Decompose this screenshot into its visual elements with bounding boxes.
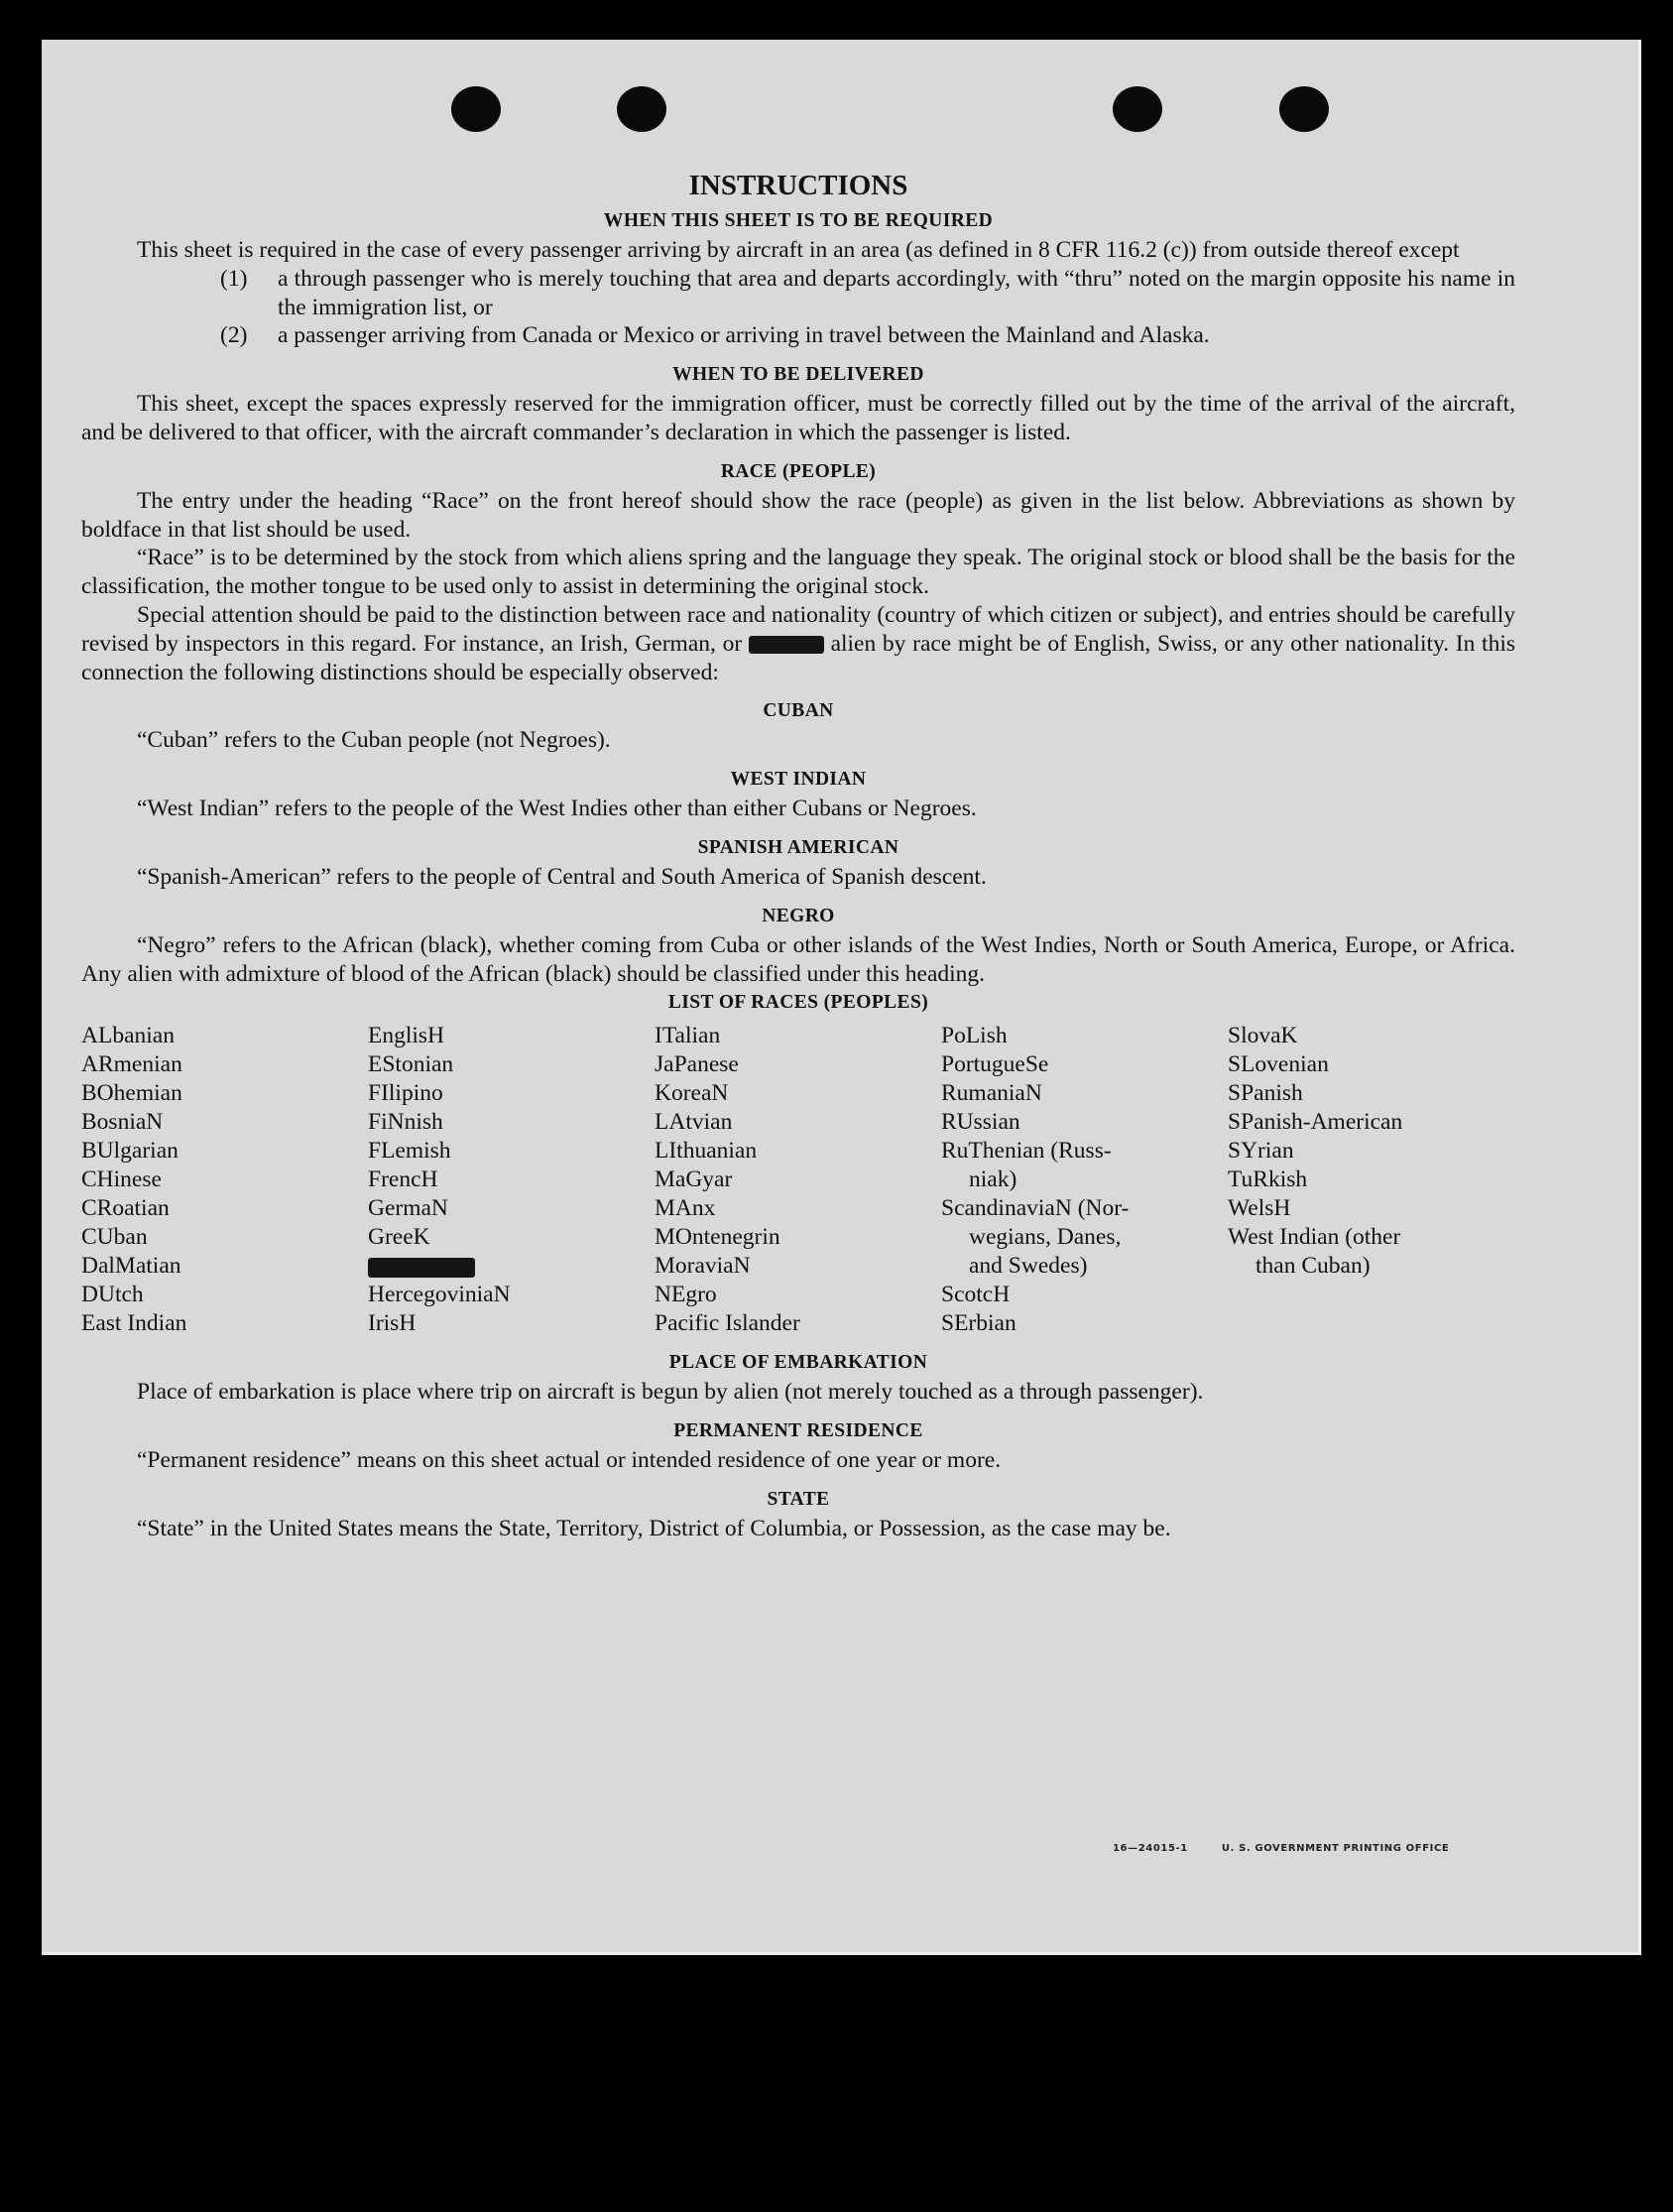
race-entry	[81, 1223, 368, 1252]
race-entry	[81, 1252, 368, 1281]
punch-hole	[1279, 86, 1329, 132]
race-entry	[655, 1022, 941, 1050]
race-name: KoreaN	[655, 1080, 729, 1107]
race-entry	[368, 1252, 655, 1281]
race-name: PoLish	[941, 1023, 1008, 1049]
item-number: (2)	[220, 322, 248, 349]
race-entry	[655, 1252, 941, 1281]
race-name: East Indian	[81, 1310, 187, 1337]
race-name: LIthuanian	[655, 1138, 758, 1165]
paragraph-embarkation: Place of embarkation is place where trip on aircraft is begun by alien (not merely touched as a through passenger).	[137, 1379, 1204, 1406]
race-name: ScandinaviaN (Nor-	[941, 1195, 1130, 1222]
race-entry	[81, 1194, 368, 1223]
race-name: SPanish	[1228, 1080, 1303, 1107]
heading-race: RACE (PEOPLE)	[720, 460, 877, 482]
race-entry	[81, 1108, 368, 1137]
race-name: RUssian	[941, 1109, 1020, 1136]
race-entry	[368, 1223, 655, 1252]
race-name: CRoatian	[81, 1195, 170, 1222]
race-entry	[655, 1223, 941, 1252]
heading-list-of-races: LIST OF RACES (PEOPLES)	[667, 992, 929, 1014]
race-entry	[81, 1166, 368, 1194]
paragraph-permanent-residence: “Permanent residence” means on this sheet actual or intended residence of one year or more.	[137, 1447, 1002, 1474]
race-entry	[368, 1079, 655, 1108]
race-name: WelsH	[1228, 1195, 1291, 1222]
races-column	[1228, 1022, 1514, 1338]
race-name: HercegoviniaN	[368, 1282, 511, 1308]
race-name: MaGyar	[655, 1167, 733, 1193]
race-entry	[655, 1166, 941, 1194]
race-name: DUtch	[81, 1282, 144, 1308]
race-name: FrencH	[368, 1167, 438, 1193]
race-entry	[655, 1108, 941, 1137]
race-name: and Swedes)	[969, 1253, 1088, 1280]
heading-when-delivered: WHEN TO BE DELIVERED	[672, 364, 924, 386]
race-name: FiNnish	[368, 1109, 443, 1136]
race-entry	[655, 1194, 941, 1223]
heading-state: STATE	[767, 1488, 830, 1510]
race-entry	[1228, 1166, 1514, 1194]
race-name: SLovenian	[1228, 1051, 1329, 1078]
race-name: West Indian (other	[1228, 1224, 1401, 1251]
race-entry	[368, 1108, 655, 1137]
race-name: SPanish-American	[1228, 1109, 1403, 1136]
race-entry	[368, 1194, 655, 1223]
race-entry	[655, 1050, 941, 1079]
race-text-part-2: alien by race might be of English, Swiss, or any other nationality. In this connection the following distinctions should be especially observed:	[81, 630, 1516, 685]
race-name: ScotcH	[941, 1282, 1011, 1308]
race-entry	[1228, 1079, 1514, 1108]
race-name: FLemish	[368, 1138, 451, 1165]
race-text-part-1: Special attention should be paid to the distinction between race and nationality (country of which citizen or subject), and entries should be carefully revised by inspectors in this regard. For instance, an Irish, German, or	[81, 601, 1515, 657]
race-entry	[1228, 1281, 1514, 1309]
race-name: SYrian	[1228, 1138, 1294, 1165]
race-name: FIlipino	[368, 1080, 443, 1107]
exception-item	[220, 321, 1515, 350]
races-column	[81, 1022, 368, 1338]
race-name: TuRkish	[1228, 1167, 1308, 1193]
page-title: INSTRUCTIONS	[688, 170, 908, 201]
heading-negro: NEGRO	[762, 905, 835, 926]
race-name: ALbanian	[81, 1023, 175, 1049]
races-column	[941, 1022, 1228, 1338]
races-list	[81, 1022, 1515, 1338]
race-name: MoraviaN	[655, 1253, 751, 1280]
race-entry	[368, 1050, 655, 1079]
heading-embarkation: PLACE OF EMBARKATION	[668, 1352, 928, 1374]
race-name: EStonian	[368, 1051, 454, 1078]
race-entry	[941, 1079, 1228, 1108]
item-text: a through passenger who is merely touching that area and departs accordingly, with “thru” noted on the margin opposite his name in the immigration list, or	[278, 265, 1515, 320]
race-entry	[81, 1022, 368, 1050]
race-name: BosniaN	[81, 1109, 164, 1136]
race-name: RumaniaN	[941, 1080, 1042, 1107]
race-entry	[1228, 1108, 1514, 1137]
race-entry	[368, 1022, 655, 1050]
race-entry	[81, 1309, 368, 1338]
heading-west-indian: WEST INDIAN	[730, 769, 867, 791]
paragraph-race-2: “Race” is to be determined by the stock from which aliens spring and the language they speak. The original stock or blood shall be the basis for the classification, the mother tongue to be used only to assist in determining the original stock.	[81, 545, 1515, 600]
races-column	[655, 1022, 941, 1338]
race-entry	[1228, 1137, 1514, 1166]
race-name: MOntenegrin	[655, 1224, 780, 1251]
paragraph-required: This sheet is required in the case of every passenger arriving by aircraft in an area (as defined in 8 CFR 116.2 (c)) from outside thereof except	[137, 237, 1460, 263]
redaction-mark	[749, 636, 824, 654]
race-entry	[941, 1223, 1228, 1252]
race-entry	[941, 1166, 1228, 1194]
race-name: BOhemian	[81, 1080, 182, 1107]
races-column	[368, 1022, 655, 1338]
item-text: a passenger arriving from Canada or Mexico or arriving in travel between the Mainland and Alaska.	[278, 322, 1210, 349]
punch-hole	[1113, 86, 1162, 132]
heading-cuban: CUBAN	[763, 700, 834, 722]
race-entry	[1228, 1050, 1514, 1079]
heading-when-required: WHEN THIS SHEET IS TO BE REQUIRED	[603, 210, 994, 231]
exception-item	[220, 265, 1515, 322]
race-entry	[941, 1137, 1228, 1166]
race-entry	[1228, 1252, 1514, 1281]
race-entry	[1228, 1223, 1514, 1252]
printer-footer	[1113, 1843, 1449, 1854]
paragraph-west-indian: “West Indian” refers to the people of the West Indies other than either Cubans or Negroes.	[137, 796, 977, 822]
document-sheet	[42, 40, 1641, 1955]
race-entry	[81, 1281, 368, 1309]
redaction-mark	[368, 1258, 475, 1278]
paragraph-cuban: “Cuban” refers to the Cuban people (not Negroes).	[137, 727, 611, 754]
race-entry	[1228, 1194, 1514, 1223]
race-name: DalMatian	[81, 1253, 181, 1280]
race-entry	[368, 1166, 655, 1194]
race-name: CUban	[81, 1224, 148, 1251]
race-entry	[941, 1281, 1228, 1309]
race-entry	[368, 1281, 655, 1309]
race-entry	[941, 1022, 1228, 1050]
race-name: GermaN	[368, 1195, 448, 1222]
paragraph-negro: “Negro” refers to the African (black), whether coming from Cuba or other islands of the West Indies, North or South America, Europe, or Africa. Any alien with admixture of blood of the African (black) should be classified under this heading.	[81, 931, 1515, 987]
race-entry	[655, 1281, 941, 1309]
race-name: MAnx	[655, 1195, 716, 1222]
race-entry	[368, 1309, 655, 1338]
race-name: RuThenian (Russ-	[941, 1138, 1112, 1165]
race-name: than Cuban)	[1255, 1253, 1371, 1280]
race-name: wegians, Danes,	[969, 1224, 1122, 1251]
race-name: NEgro	[655, 1282, 717, 1308]
race-name: EnglisH	[368, 1023, 445, 1049]
race-entry	[941, 1309, 1228, 1338]
paragraph-race-1: The entry under the heading “Race” on the front hereof should show the race (people) as given in the list below. Abbreviations as shown by boldface in that list should be used.	[81, 487, 1515, 543]
race-name: SlovaK	[1228, 1023, 1298, 1049]
paragraph-spanish-american: “Spanish-American” refers to the people of Central and South America of Spanish descent.	[137, 863, 987, 890]
paragraph-delivered: This sheet, except the spaces expressly reserved for the immigration officer, must be correctly filled out by the time of the arrival of the aircraft, and be delivered to that officer, with the aircraft commander’s declaration in which the passenger is listed.	[81, 391, 1515, 445]
paragraph-state: “State” in the United States means the State, Territory, District of Columbia, or Possession, as the case may be.	[137, 1515, 1171, 1541]
race-name: Pacific Islander	[655, 1310, 800, 1337]
heading-permanent-residence: PERMANENT RESIDENCE	[673, 1420, 923, 1442]
race-entry	[941, 1108, 1228, 1137]
race-name: GreeK	[368, 1224, 430, 1251]
race-name: SErbian	[941, 1310, 1016, 1337]
punch-hole	[617, 86, 666, 132]
form-reference: 16—24015-1	[1113, 1843, 1188, 1854]
race-entry	[941, 1252, 1228, 1281]
printer-name: U. S. GOVERNMENT PRINTING OFFICE	[1221, 1843, 1450, 1854]
item-number: (1)	[220, 265, 248, 292]
race-name: ARmenian	[81, 1051, 182, 1078]
race-entry	[655, 1079, 941, 1108]
race-name: BUlgarian	[81, 1138, 179, 1165]
instructions-content	[81, 169, 1515, 1543]
race-entry	[368, 1137, 655, 1166]
race-entry	[1228, 1309, 1514, 1338]
race-name: PortugueSe	[941, 1051, 1049, 1078]
race-name: niak)	[969, 1167, 1017, 1193]
race-entry	[1228, 1022, 1514, 1050]
race-entry	[81, 1050, 368, 1079]
paragraph-race-3	[81, 601, 1515, 686]
race-entry	[941, 1050, 1228, 1079]
race-entry	[81, 1079, 368, 1108]
heading-spanish-american: SPANISH AMERICAN	[697, 836, 899, 858]
race-name: JaPanese	[655, 1051, 739, 1078]
race-name: ITalian	[655, 1023, 721, 1049]
punch-hole	[451, 86, 501, 132]
race-name: CHinese	[81, 1167, 162, 1193]
race-entry	[941, 1194, 1228, 1223]
race-entry	[655, 1137, 941, 1166]
race-entry	[655, 1309, 941, 1338]
race-entry	[81, 1137, 368, 1166]
race-name: IrisH	[368, 1310, 417, 1337]
race-name: LAtvian	[655, 1109, 733, 1136]
